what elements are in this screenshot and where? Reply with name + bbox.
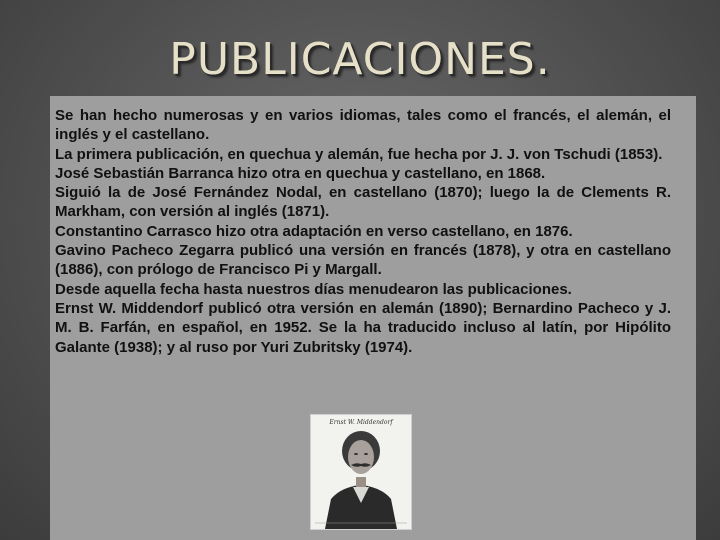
paragraph: Desde aquella fecha hasta nuestros días menudearon las publicaciones. [55, 280, 572, 298]
paragraph: La primera publicación, en quechua y alemán, fue hecha por J. J. von Tschudi (1853). [55, 145, 663, 163]
paragraph: Siguió la de José Fernández Nodal, en castellano (1870); luego la de Clements R. Markham, con versión al inglés (1871). [55, 184, 671, 221]
paragraph: Constantino Carrasco hizo otra adaptación en verso castellano, en 1876. [55, 222, 573, 240]
paragraph: Ernst W. Middendorf publicó otra versión en alemán (1890); Bernardino Pacheco y J. M. B. Farfán, en español, en 1952. Se la ha traducido incluso al latín, por Hipólito Galante (1938); y al ruso por Yuri Zubritsky (1974). [55, 299, 671, 356]
paragraph: Se han hecho numerosas y en varios idiomas, tales como el francés, el alemán, el inglés y el castellano. [55, 107, 671, 144]
portrait-image [310, 414, 412, 530]
paragraph: Gavino Pacheco Zegarra publicó una versión en francés (1878), y otra en castellano (1886), con prólogo de Francisco Pi y Margall. [55, 242, 671, 279]
portrait-caption: Ernst W. Middendorf [329, 419, 393, 426]
slide-title: PUBLICACIONES. [169, 34, 551, 85]
body-text [55, 106, 671, 357]
paragraph: José Sebastián Barranca hizo otra en quechua y castellano, en 1868. [55, 164, 546, 182]
portrait-drawing [311, 415, 411, 529]
